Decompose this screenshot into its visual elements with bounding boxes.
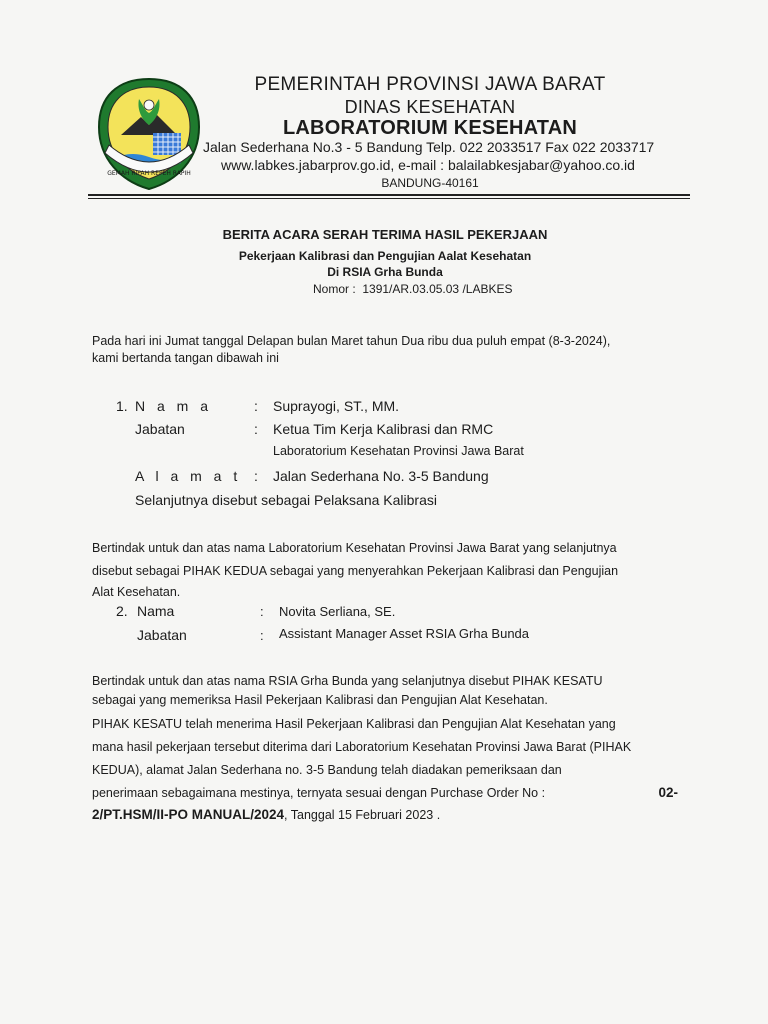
party2-name-label: Nama <box>137 603 175 619</box>
para2-line-4: mana hasil pekerjaan tersebut diterima dari Laboratorium Kesehatan Provinsi Jawa Barat (PIHAK <box>92 740 632 754</box>
para2-line-6 <box>92 783 678 803</box>
party1-colon: : <box>254 398 258 414</box>
para1-line-1: Bertindak untuk dan atas nama Laboratorium Kesehatan Provinsi Jawa Barat yang selanjutnya <box>92 541 617 555</box>
document-number <box>313 282 512 296</box>
party1-alamat-label: A l a m a t <box>135 468 242 484</box>
party1-jabatan: Ketua Tim Kerja Kalibrasi dan RMC <box>273 421 494 437</box>
party2-jabatan: Assistant Manager Asset RSIA Grha Bunda <box>279 626 530 641</box>
header-rule-thick <box>88 194 690 196</box>
party1-designation: Selanjutnya disebut sebagai Pelaksana Kalibrasi <box>135 492 437 508</box>
purchase-order-date: , Tanggal 15 Februari 2023 . <box>284 808 441 822</box>
document-number-label: Nomor : <box>313 282 356 296</box>
para1-line-2: disebut sebagai PIHAK KEDUA sebagai yang menyerahkan Pekerjaan Kalibrasi dan Pengujian <box>92 564 619 578</box>
party2-number: 2. <box>116 603 128 619</box>
purchase-order-number-start: 02- <box>658 785 678 800</box>
intro-line-2: kami bertanda tangan dibawah ini <box>92 351 279 365</box>
document-title: BERITA ACARA SERAH TERIMA HASIL PEKERJAAN <box>222 227 548 242</box>
para2-line-2: sebagai yang memeriksa Hasil Pekerjaan Kalibrasi dan Pengujian Alat Kesehatan. <box>92 693 548 707</box>
party1-number: 1. <box>116 398 128 414</box>
party1-name: Suprayogi, ST., MM. <box>273 398 400 414</box>
header-city: BANDUNG-40161 <box>381 176 479 190</box>
para2-line-1: Bertindak untuk dan atas nama RSIA Grha Bunda yang selanjutnya disebut PIHAK KESATU <box>92 674 603 688</box>
party1-name-label: N a m a <box>135 398 213 414</box>
party1-colon: : <box>254 468 258 484</box>
party1-colon: : <box>254 421 258 437</box>
header-web-email: www.labkes.jabarprov.go.id, e-mail : balailabkesjabar@yahoo.co.id <box>221 157 635 173</box>
para1-line-3: Alat Kesehatan. <box>92 585 181 599</box>
document-subtitle: Pekerjaan Kalibrasi dan Pengujian Aalat Kesehatan <box>238 249 532 263</box>
header-laboratory: LABORATORIUM KESEHATAN <box>282 117 578 139</box>
document-location: Di RSIA Grha Bunda <box>327 265 443 279</box>
party1-jabatan-label: Jabatan <box>135 421 185 437</box>
party2-colon: : <box>260 628 264 643</box>
party2-colon: : <box>260 604 264 619</box>
header-rule-thin <box>88 198 690 199</box>
party1-jabatan-org: Laboratorium Kesehatan Provinsi Jawa Barat <box>273 444 524 458</box>
para2-line-7 <box>92 805 440 825</box>
document-number-value: 1391/AR.03.05.03 /LABKES <box>362 282 513 296</box>
header-government: PEMERINTAH PROVINSI JAWA BARAT <box>254 74 606 95</box>
party1-alamat: Jalan Sederhana No. 3-5 Bandung <box>273 468 489 484</box>
intro-line-1: Pada hari ini Jumat tanggal Delapan bulan Maret tahun Dua ribu dua puluh empat (8-3-2024), <box>92 334 611 348</box>
purchase-order-number: 2/PT.HSM/II-PO MANUAL/2024 <box>92 807 285 822</box>
header-address: Jalan Sederhana No.3 - 5 Bandung Telp. 022 2033517 Fax 022 2033717 <box>203 139 655 155</box>
para2-line-3: PIHAK KESATU telah menerima Hasil Pekerjaan Kalibrasi dan Pengujian Alat Kesehatan yang <box>92 717 616 731</box>
para2-line-6-text: penerimaan sebagaimana mestinya, ternyata sesuai dengan Purchase Order No : <box>92 786 546 800</box>
header-department: DINAS KESEHATAN <box>344 97 516 117</box>
west-java-emblem-icon <box>95 75 203 193</box>
party2-jabatan-label: Jabatan <box>137 627 187 643</box>
party2-name: Novita Serliana, SE. <box>279 604 396 619</box>
para2-line-5: KEDUA), alamat Jalan Sederhana no. 3-5 Bandung telah diadakan pemeriksaan dan <box>92 763 562 777</box>
logo-motto: GEMAH RIPAH REPEH RAPIH <box>107 170 191 177</box>
